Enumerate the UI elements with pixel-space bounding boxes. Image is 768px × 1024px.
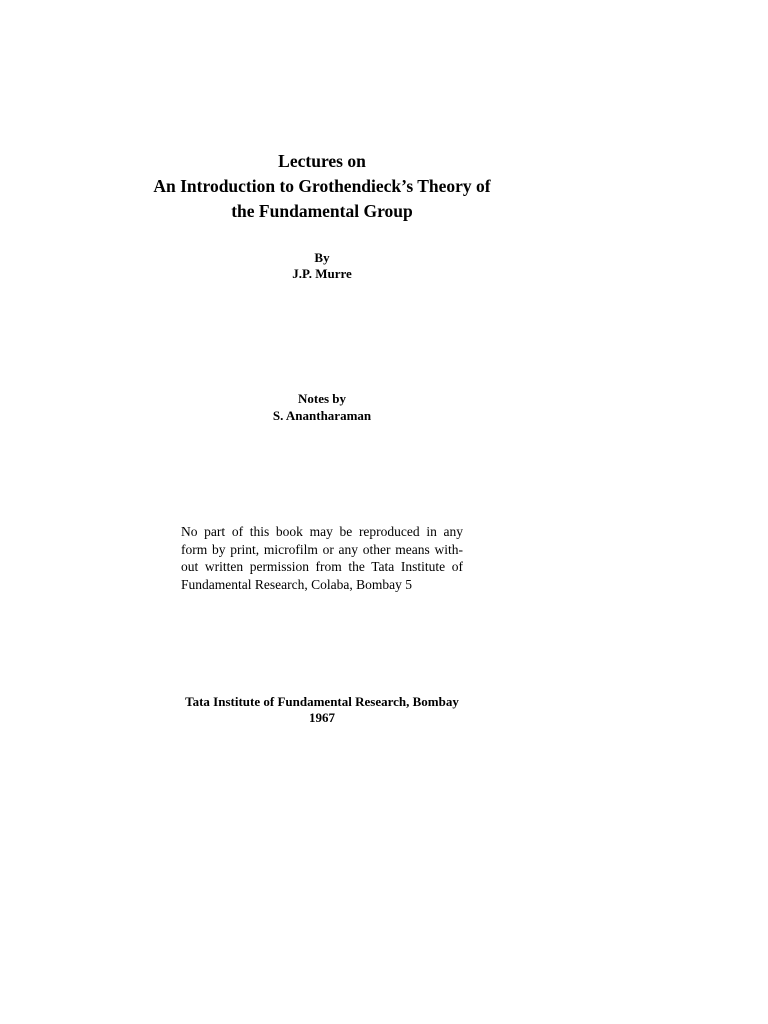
publisher-block: [122, 694, 522, 726]
notice-line-4: Fundamental Research, Colaba, Bombay 5: [181, 576, 412, 592]
copyright-notice: [181, 523, 463, 593]
title-line-1: Lectures on: [278, 151, 366, 171]
publisher-name: Tata Institute of Fundamental Research, Bombay: [185, 694, 459, 709]
notice-line-1: No part of this book may be reproduced in any: [181, 524, 463, 539]
by-label: By: [314, 250, 330, 265]
title-line-3: the Fundamental Group: [231, 201, 413, 221]
notes-block: [122, 390, 522, 424]
notice-line-2: form by print, microfilm or any other means with-: [181, 541, 463, 557]
author-name: J.P. Murre: [292, 266, 352, 281]
title-line-2: An Introduction to Grothendieck’s Theory of: [153, 176, 491, 196]
notes-author-name: S. Anantharaman: [272, 408, 372, 423]
book-title: [122, 149, 522, 224]
author-block: [122, 250, 522, 282]
notice-line-3: out written permission from the Tata Institute of: [181, 559, 463, 574]
publication-year: 1967: [309, 710, 335, 725]
notes-label: Notes by: [297, 391, 347, 406]
